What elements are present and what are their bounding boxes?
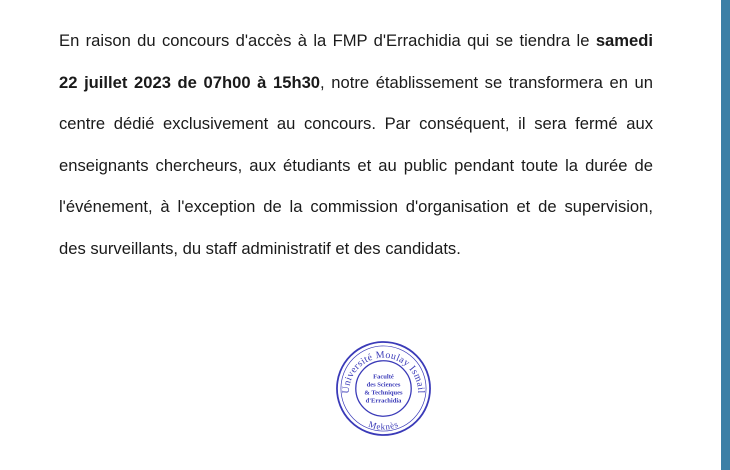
- notice-text-intro: En raison du concours d'accès à la FMP d'Errachidia qui se tiendra le: [59, 31, 596, 50]
- stamp-inner-line-4: d'Errachidia: [365, 397, 402, 405]
- right-accent-band: [721, 0, 730, 470]
- stamp-inner-line-1: Faculté: [373, 373, 394, 381]
- faculty-stamp: [334, 339, 433, 438]
- stamp-inner-line-2: des Sciences: [366, 381, 401, 389]
- notice-paragraph: [59, 20, 653, 270]
- stamp-inner-line-3: & Techniques: [364, 389, 403, 397]
- notice-text-body: , notre établissement se transformera en un centre dédié exclusivement au concours. Par conséquent, il sera fermé aux enseignants chercheurs, aux étudiants et au public pendant toute la durée de l'événement, à l'exception de la commission d'organisation et de supervision, des surveillants, du staff administratif et des candidats.: [59, 72, 654, 258]
- svg-text:Meknès: [367, 419, 399, 432]
- stamp-bottom-text: Meknès: [367, 418, 400, 432]
- stamp-outer-text: Université Moulay Ismail: [340, 349, 427, 394]
- notice-date-bold: samedi 22 juillet 2023 de 07h00 à 15h30: [59, 31, 653, 92]
